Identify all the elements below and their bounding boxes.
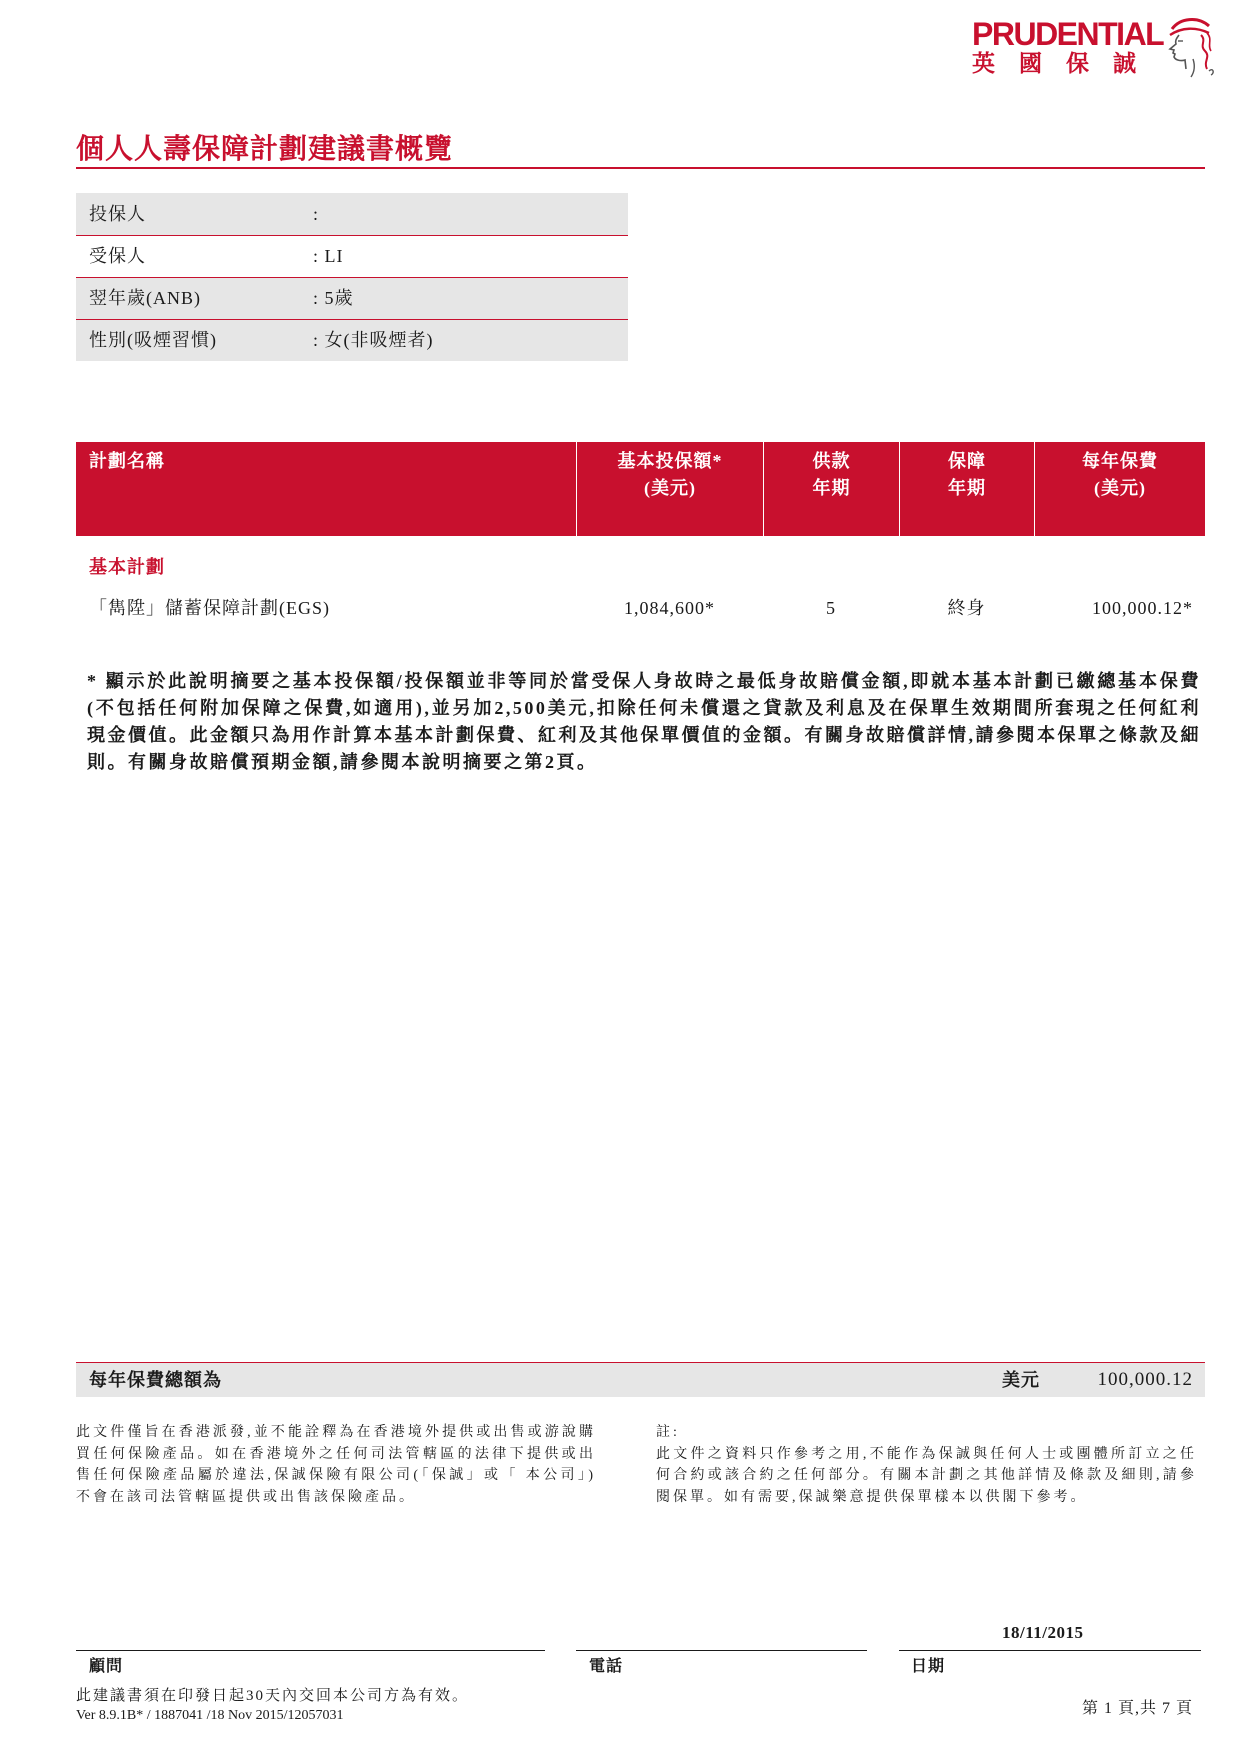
advisor-signature-line xyxy=(76,1650,545,1651)
header-text: 基本投保額* xyxy=(617,451,723,471)
header-text: 供款 xyxy=(812,451,851,471)
info-value: : 5歲 xyxy=(313,288,354,308)
header-text: 年期 xyxy=(812,478,851,498)
benefit-term-cell: 終身 xyxy=(947,598,986,618)
header-text: 計劃名稱 xyxy=(89,451,165,471)
phone-label: 電話 xyxy=(589,1658,624,1675)
insured-info-table xyxy=(76,193,628,361)
info-label: 翌年歲(ANB) xyxy=(89,288,201,308)
header-text: 年期 xyxy=(948,478,986,498)
info-label: 受保人 xyxy=(89,246,146,266)
basic-plan-section-label: 基本計劃 xyxy=(89,557,165,577)
validity-notice: 此建議書須在印發日起30天內交回本公司方為有效。 xyxy=(76,1688,470,1704)
plan-name-cell: 「雋陞」儲蓄保障計劃(EGS) xyxy=(89,598,330,618)
header-text: (美元) xyxy=(1094,478,1146,498)
info-row-insured xyxy=(76,235,628,277)
header-annual-premium xyxy=(1034,442,1205,536)
info-label: 投保人 xyxy=(89,204,146,224)
header-text: 保障 xyxy=(948,451,986,471)
signature-date-value: 18/11/2015 xyxy=(1002,1623,1084,1642)
date-label: 日期 xyxy=(911,1658,946,1675)
page-indicator: 第 1 頁,共 7 頁 xyxy=(1081,1700,1193,1717)
info-value: : LI xyxy=(313,246,344,266)
info-row-gender-smoking xyxy=(76,319,628,361)
sum-assured-cell: 1,084,600* xyxy=(624,598,715,618)
date-signature-line xyxy=(899,1650,1201,1651)
total-premium-label: 每年保費總額為 xyxy=(89,1370,222,1390)
note-heading: 註: xyxy=(656,1425,680,1440)
sum-assured-footnote: * 顯示於此說明摘要之基本投保額/投保額並非等同於當受保人身故時之最低身故賠償金額,即就本基本計劃已繳總基本保費(不包括任何附加保障之保費,如適用),並另加2,500美元,扣除任何未償還之貸款及利息及在保單生效期間所套現之任何紅利現金價值。此金額只為用作計算本基本計劃保費、紅利及其他保單價值的金額。有關身故賠償詳情,請參閱本保單之條款及細則。有關身故賠償預期金額,請參閱本說明摘要之第2頁。 xyxy=(87,671,1201,772)
total-currency: 美元 xyxy=(1002,1370,1040,1390)
header-text: (美元) xyxy=(644,478,696,498)
header-payment-term xyxy=(763,442,899,536)
header-sum-assured xyxy=(576,442,763,536)
info-value: : 女(非吸煙者) xyxy=(313,330,434,350)
distribution-disclaimer: 此文件僅旨在香港派發,並不能詮釋為在香港境外提供或出售或游說購買任何保險產品。如在香港境外之任何司法管轄區的法律下提供或出售任何保險產品屬於違法,保誠保險有限公司(「保誠」或「 本公司」)不會在該司法管轄區提供或出售該保險產品。 xyxy=(76,1425,596,1505)
header-benefit-term xyxy=(899,442,1034,536)
title-divider xyxy=(76,167,1205,169)
info-value: : xyxy=(313,204,320,224)
info-row-age xyxy=(76,277,628,319)
header-text: 每年保費 xyxy=(1082,451,1158,471)
total-premium-bar xyxy=(76,1362,1205,1397)
prudence-head-icon xyxy=(1158,12,1216,80)
version-string: Ver 8.9.1B* / 1887041 /18 Nov 2015/12057031 xyxy=(76,1708,344,1723)
info-label: 性別(吸煙習慣) xyxy=(89,330,217,350)
phone-signature-line xyxy=(576,1650,867,1651)
annual-premium-cell: 100,000.12* xyxy=(1092,598,1193,618)
total-premium-amount: 100,000.12 xyxy=(1097,1369,1193,1390)
payment-term-cell: 5 xyxy=(826,598,836,618)
info-row-policyholder xyxy=(76,193,628,235)
table-row xyxy=(76,594,1205,622)
reference-note xyxy=(656,1422,1197,1508)
advisor-label: 顧問 xyxy=(89,1658,124,1675)
note-body: 此文件之資料只作參考之用,不能作為保誠與任何人士或團體所訂立之任何合約或該合約之任何部分。有關本計劃之其他詳情及條款及細則,請參閱保單。如有需要,保誠樂意提供保單樣本以供閣下參考。 xyxy=(656,1446,1197,1505)
plan-table-header xyxy=(76,442,1205,536)
prudential-logo-chinese: 英 國 保 誠 xyxy=(972,51,1145,77)
page-title: 個人人壽保障計劃建議書概覽 xyxy=(76,134,454,165)
prudential-logo-text: PRUDENTIAL xyxy=(972,16,1164,52)
header-plan-name xyxy=(76,442,576,536)
